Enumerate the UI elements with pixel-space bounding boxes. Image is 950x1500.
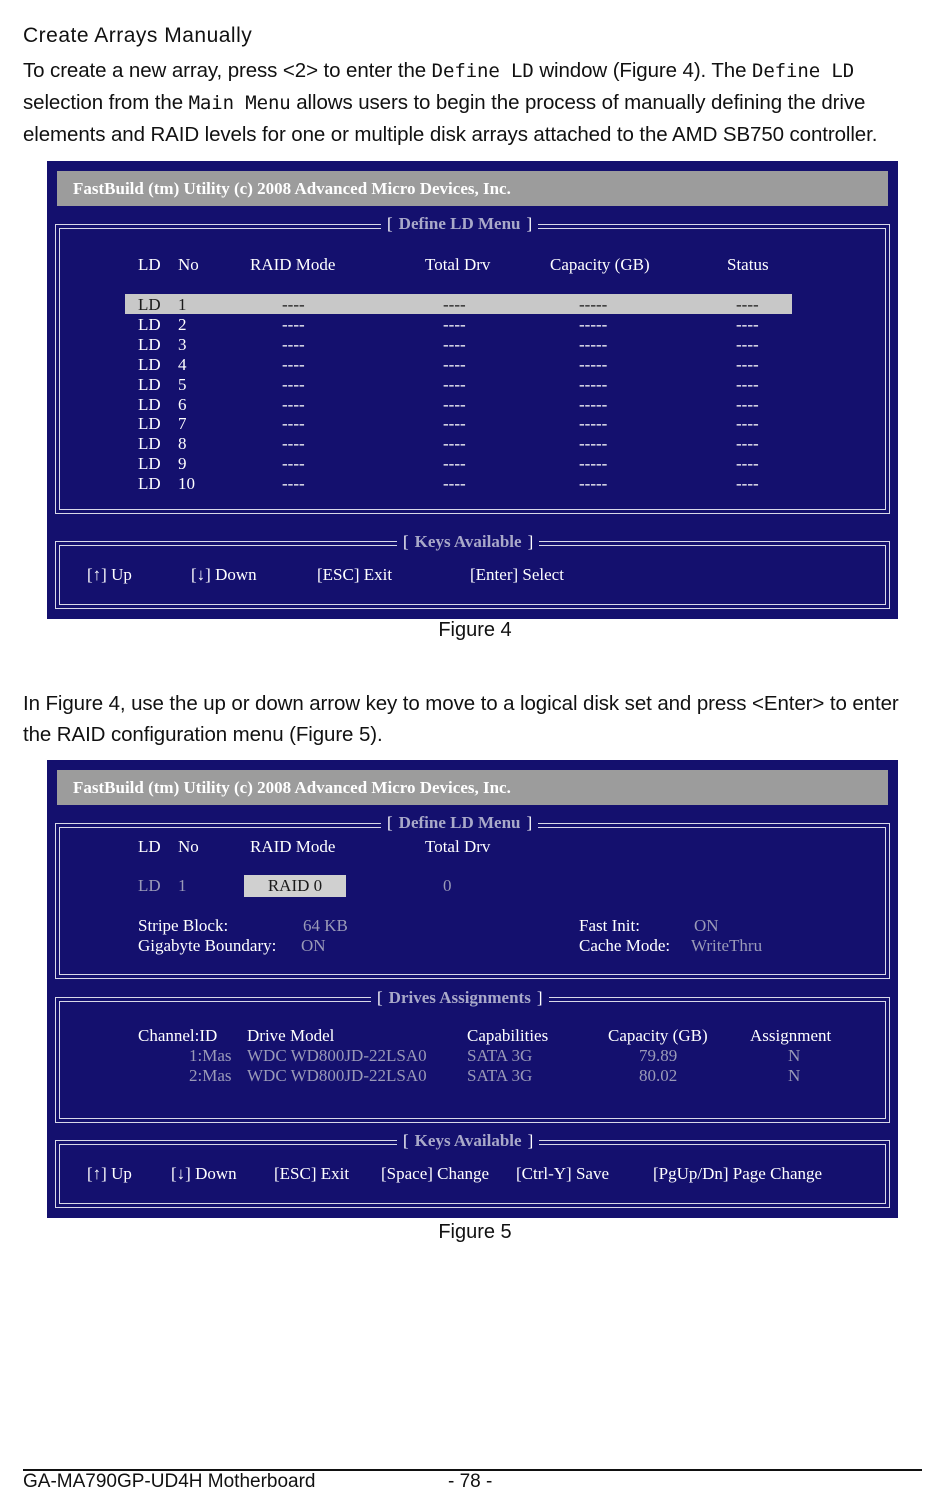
ld-row-cap: ----- (579, 374, 608, 394)
ld-row-no: 1 (178, 295, 187, 314)
ld-row-status: ---- (736, 474, 759, 494)
ld-row-raid: ---- (282, 434, 305, 454)
drive-row-size: 79.89 (639, 1046, 678, 1065)
col-drive-capacity: Capacity (GB) (608, 1026, 708, 1045)
drive-row-model: WDC WD800JD-22LSA0 (247, 1066, 427, 1085)
col-assignment: Assignment (750, 1026, 832, 1045)
ld-row-no: 4 (178, 354, 187, 374)
fast-init-value[interactable]: ON (694, 916, 719, 935)
ld-row-drv: ---- (443, 414, 466, 434)
figure5-caption: Figure 5 (438, 1221, 512, 1243)
stripe-block-label: Stripe Block: (138, 916, 229, 935)
drive-row-model: WDC WD800JD-22LSA0 (247, 1046, 427, 1065)
drives-assignments-label: [ Drives Assignments ] (371, 988, 549, 1008)
ld-row-drv: ---- (443, 374, 466, 394)
ld-row-ld[interactable]: LD (138, 434, 161, 454)
ld-row-status: ---- (736, 334, 759, 354)
ld-row-cap: ----- (579, 474, 608, 494)
col-drive-model: Drive Model (247, 1026, 335, 1045)
ld-row-no: 3 (178, 334, 187, 354)
col-capabilities: Capabilities (467, 1026, 549, 1045)
ld-row-raid: ---- (282, 295, 305, 314)
col-total-drv: Total Drv (425, 255, 491, 274)
ld-row-raid: ---- (282, 454, 305, 474)
ld-row-cap: ----- (579, 334, 608, 354)
ld-row-status: ---- (736, 434, 759, 454)
f5-no: 1 (178, 876, 187, 895)
ld-row-status: ---- (736, 354, 759, 374)
ld-row-raid: ---- (282, 314, 305, 334)
ld-row-drv: ---- (443, 295, 466, 314)
ld-row-cap: ----- (579, 394, 608, 414)
col-ld: LD (138, 255, 161, 274)
gigabyte-boundary-value[interactable]: ON (301, 936, 326, 955)
drive-row-cap: SATA 3G (467, 1046, 533, 1065)
ld-row-ld[interactable]: LD (138, 295, 161, 314)
raid-mode-selector[interactable]: RAID 0 (244, 875, 346, 897)
figure4-title-bar: FastBuild (tm) Utility (c) 2008 Advanced Micro Devices, Inc. (57, 171, 888, 206)
ld-row-status: ---- (736, 374, 759, 394)
ld-row-drv: ---- (443, 314, 466, 334)
drive-row-assign[interactable]: N (788, 1046, 801, 1065)
f5-col-total-drv: Total Drv (425, 837, 491, 856)
ld-row-cap: ----- (579, 354, 608, 374)
ld-row-drv: ---- (443, 394, 466, 414)
stripe-block-value[interactable]: 64 KB (303, 916, 348, 935)
ld-row-ld[interactable]: LD (138, 414, 161, 434)
ld-row-ld[interactable]: LD (138, 454, 161, 474)
f5-key-save: [Ctrl-Y] Save (516, 1164, 610, 1183)
ld-row-no: 9 (178, 454, 187, 474)
ld-row-drv: ---- (443, 354, 466, 374)
drive-row-size: 80.02 (639, 1066, 678, 1085)
ld-row-no: 7 (178, 414, 187, 434)
ld-row-raid: ---- (282, 334, 305, 354)
ld-row-drv: ---- (443, 454, 466, 474)
f5-ld: LD (138, 876, 161, 895)
key-enter: [Enter] Select (470, 565, 564, 584)
f5-key-up: [↑] Up (87, 1164, 132, 1183)
ld-row-no: 8 (178, 434, 187, 454)
f5-key-down: [↓] Down (171, 1164, 237, 1183)
drive-row-assign[interactable]: N (788, 1066, 801, 1085)
key-down: [↓] Down (191, 565, 257, 584)
gigabyte-boundary-label: Gigabyte Boundary: (138, 936, 277, 955)
ld-row-status: ---- (736, 314, 759, 334)
f5-total-drv: 0 (443, 876, 452, 895)
figure5-menu-label: [ Define LD Menu ] (381, 813, 538, 833)
drive-row-channel: 2:Mas (189, 1066, 232, 1085)
footer-page-number: - 78 - (448, 1471, 493, 1492)
ld-row-status: ---- (736, 454, 759, 474)
ld-row-cap: ----- (579, 414, 608, 434)
ld-row-no: 5 (178, 374, 187, 394)
drive-row-channel: 1:Mas (189, 1046, 232, 1065)
ld-row-status: ---- (736, 394, 759, 414)
ld-row-ld[interactable]: LD (138, 374, 161, 394)
col-channel-id: Channel:ID (138, 1026, 218, 1045)
fast-init-label: Fast Init: (579, 916, 640, 935)
ld-row-cap: ----- (579, 314, 608, 334)
ld-row-ld[interactable]: LD (138, 314, 161, 334)
col-status: Status (727, 255, 769, 274)
ld-row-raid: ---- (282, 394, 305, 414)
col-no: No (178, 255, 199, 274)
ld-row-no: 6 (178, 394, 187, 414)
figure5-keys-label: [ Keys Available ] (397, 1131, 539, 1151)
ld-row-ld[interactable]: LD (138, 474, 161, 494)
ld-row-no: 2 (178, 314, 187, 334)
col-raid-mode: RAID Mode (250, 255, 336, 274)
figure4-caption: Figure 4 (438, 619, 512, 641)
f5-key-page: [PgUp/Dn] Page Change (653, 1164, 823, 1183)
key-esc: [ESC] Exit (317, 565, 393, 584)
intro-paragraph: To create a new array, press <2> to enter the Define LD window (Figure 4). The Define LD selection from the Main Menu allows users to begin the process of manually defining the drive elements and RAID levels for one or multiple disk arrays attached to the AMD SB750 controller. (23, 59, 878, 146)
ld-row-raid: ---- (282, 354, 305, 374)
ld-row-raid: ---- (282, 474, 305, 494)
ld-row-drv: ---- (443, 474, 466, 494)
ld-row-status: ---- (736, 414, 759, 434)
ld-row-ld[interactable]: LD (138, 354, 161, 374)
ld-row-status: ---- (736, 295, 759, 314)
f5-col-no: No (178, 837, 199, 856)
ld-row-drv: ---- (443, 434, 466, 454)
figure5-title-bar: FastBuild (tm) Utility (c) 2008 Advanced Micro Devices, Inc. (57, 770, 888, 805)
middle-paragraph: In Figure 4, use the up or down arrow key to move to a logical disk set and press <Enter> to enter the RAID configuration menu (Figure 5). (23, 692, 899, 746)
cache-mode-label: Cache Mode: (579, 936, 671, 955)
ld-row-cap: ----- (579, 454, 608, 474)
col-capacity: Capacity (GB) (550, 255, 650, 274)
ld-row-raid: ---- (282, 374, 305, 394)
ld-row-ld[interactable]: LD (138, 334, 161, 354)
ld-row-cap: ----- (579, 295, 608, 314)
ld-row-no: 10 (178, 474, 195, 494)
ld-row-ld[interactable]: LD (138, 394, 161, 414)
ld-row-drv: ---- (443, 334, 466, 354)
section-heading: Create Arrays Manually (23, 24, 253, 47)
f5-col-raid-mode: RAID Mode (250, 837, 336, 856)
ld-row-raid: ---- (282, 414, 305, 434)
figure4-menu-label: [ Define LD Menu ] (381, 214, 538, 234)
footer-model: GA-MA790GP-UD4H Motherboard (23, 1471, 316, 1492)
f5-key-esc: [ESC] Exit (274, 1164, 350, 1183)
cache-mode-value[interactable]: WriteThru (691, 936, 763, 955)
ld-row-cap: ----- (579, 434, 608, 454)
figure4-screen (47, 161, 898, 619)
figure5-screen (47, 760, 898, 1218)
f5-col-ld: LD (138, 837, 161, 856)
key-up: [↑] Up (87, 565, 132, 584)
figure4-keys-label: [ Keys Available ] (397, 532, 539, 552)
f5-key-space: [Space] Change (381, 1164, 490, 1183)
drive-row-cap: SATA 3G (467, 1066, 533, 1085)
